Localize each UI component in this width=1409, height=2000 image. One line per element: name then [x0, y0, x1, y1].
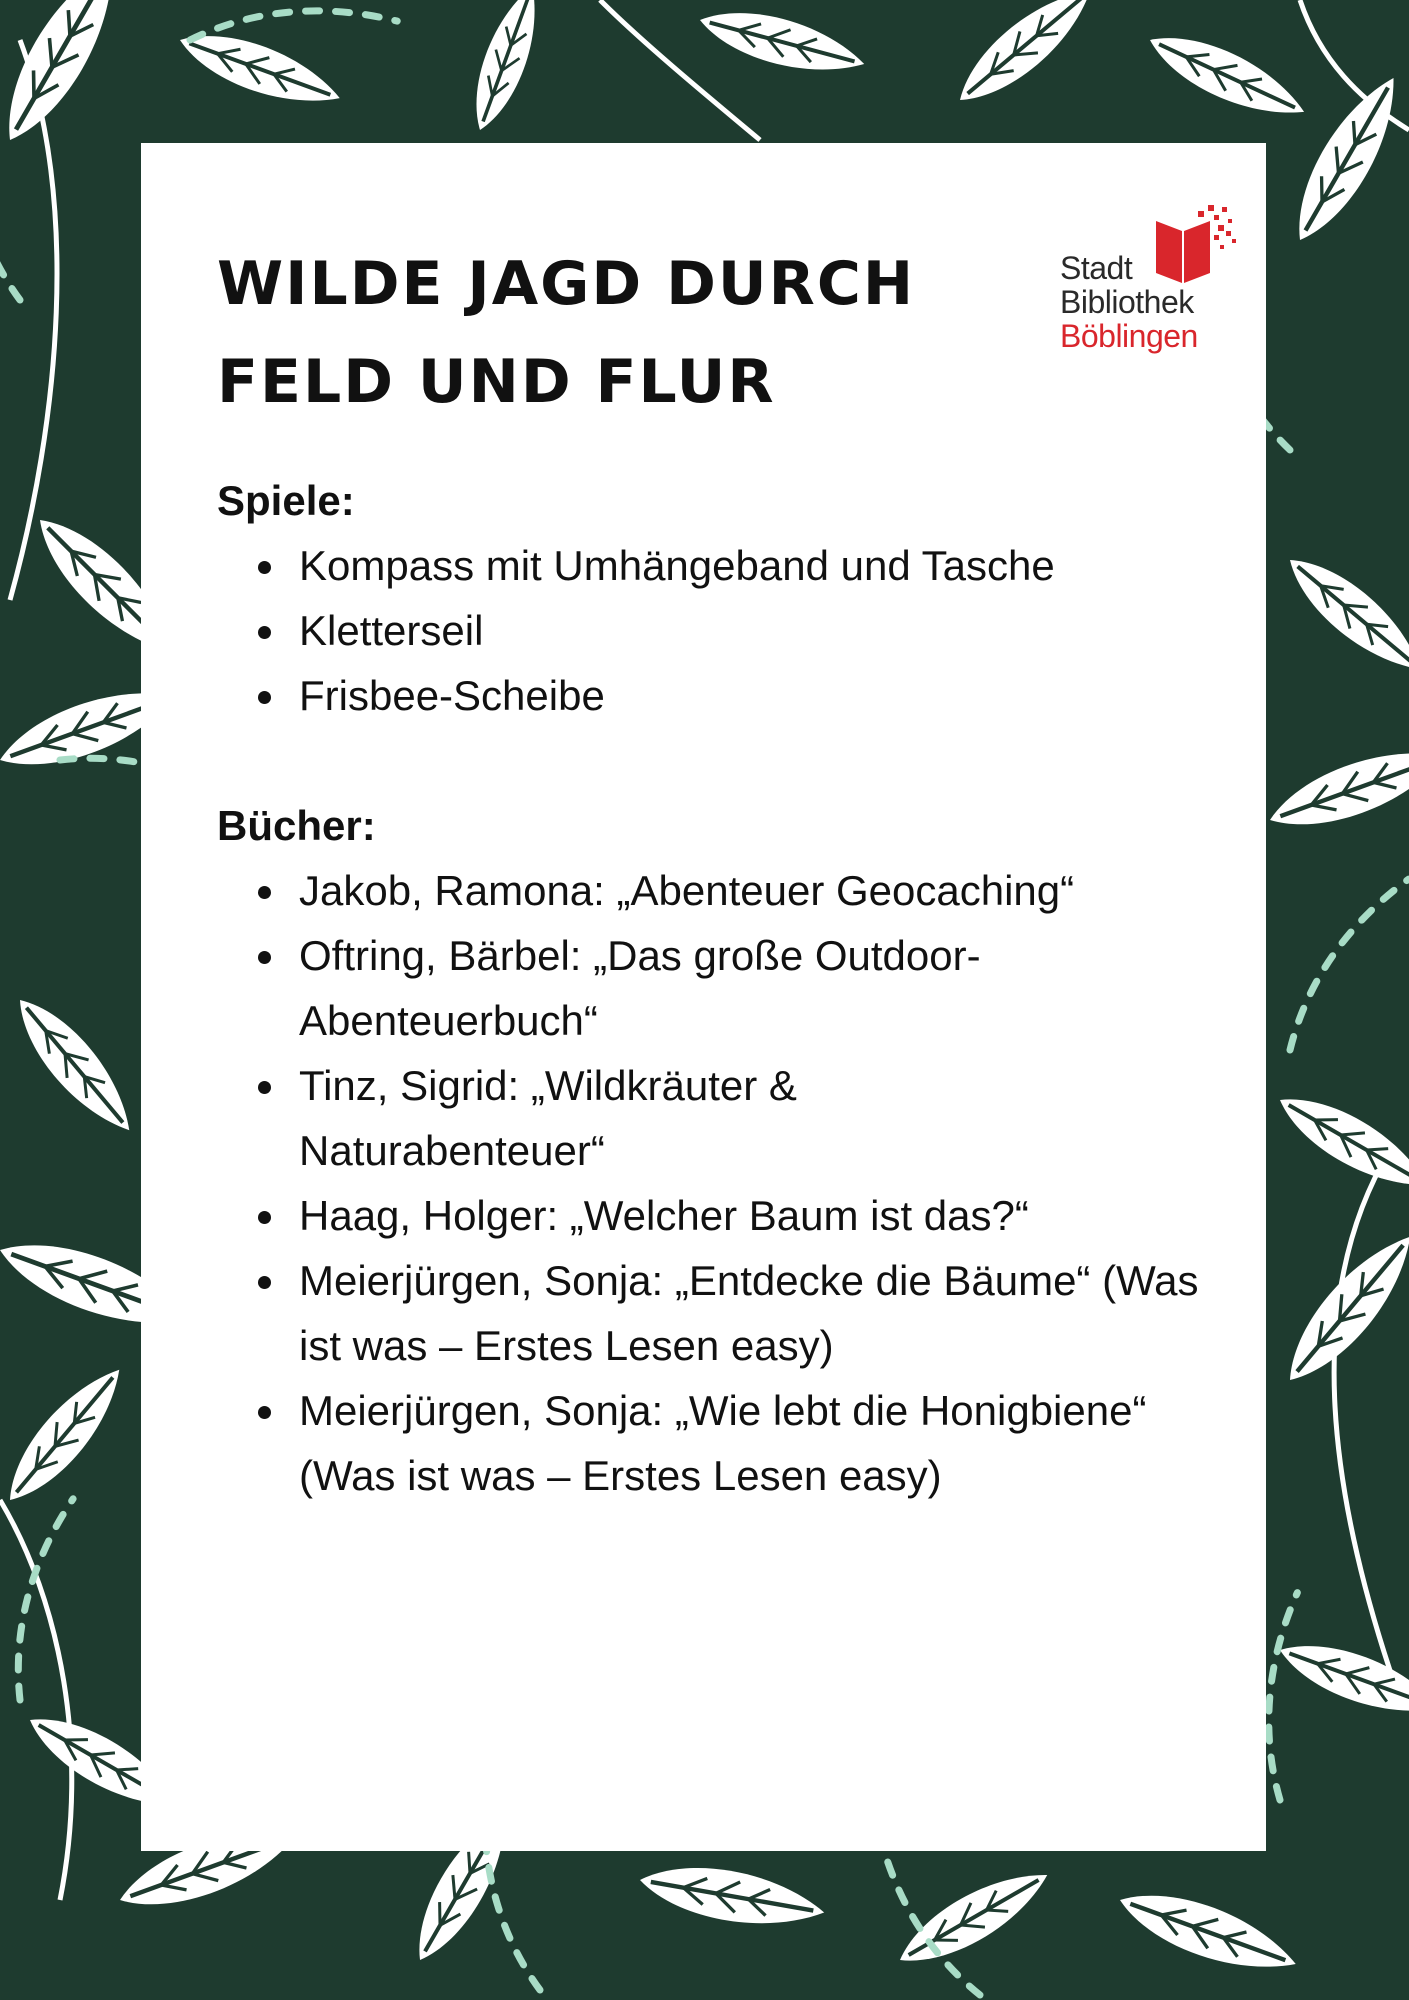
title-line-2: FELD UND FLUR — [217, 347, 776, 417]
games-heading: Spiele: — [217, 477, 355, 524]
logo-line-3: Böblingen — [1060, 318, 1198, 354]
list-item: Meierjürgen, Sonja: „Entdecke die Bäume“ (Was ist was – Erstes Lesen easy) — [299, 1248, 1199, 1378]
list-item: Haag, Holger: „Welcher Baum ist das?“ — [299, 1183, 1217, 1248]
games-list — [217, 533, 1217, 728]
page-title — [217, 235, 915, 431]
list-item: Kletterseil — [299, 598, 1217, 663]
books-list — [217, 858, 1217, 1508]
list-item: Frisbee-Scheibe — [299, 663, 1217, 728]
title-line-1: WILDE JAGD DURCH — [217, 249, 916, 319]
list-item: Jakob, Ramona: „Abenteuer Geocaching“ — [299, 858, 1217, 923]
list-item: Tinz, Sigrid: „Wildkräuter & Naturabenteuer“ — [299, 1053, 939, 1183]
list-item: Kompass mit Umhängeband und Tasche — [299, 533, 1217, 598]
logo-text — [1060, 251, 1198, 353]
logo-line-2: Bibliothek — [1060, 284, 1194, 320]
list-item: Oftring, Bärbel: „Das große Outdoor-Abenteuerbuch“ — [299, 923, 1089, 1053]
list-item: Meierjürgen, Sonja: „Wie lebt die Honigbiene“ (Was ist was – Erstes Lesen easy) — [299, 1378, 1199, 1508]
logo-line-1: Stadt — [1060, 250, 1133, 286]
library-logo — [1060, 201, 1235, 361]
books-heading: Bücher: — [217, 802, 376, 849]
content-body — [217, 468, 1217, 1508]
content-card — [141, 143, 1266, 1851]
